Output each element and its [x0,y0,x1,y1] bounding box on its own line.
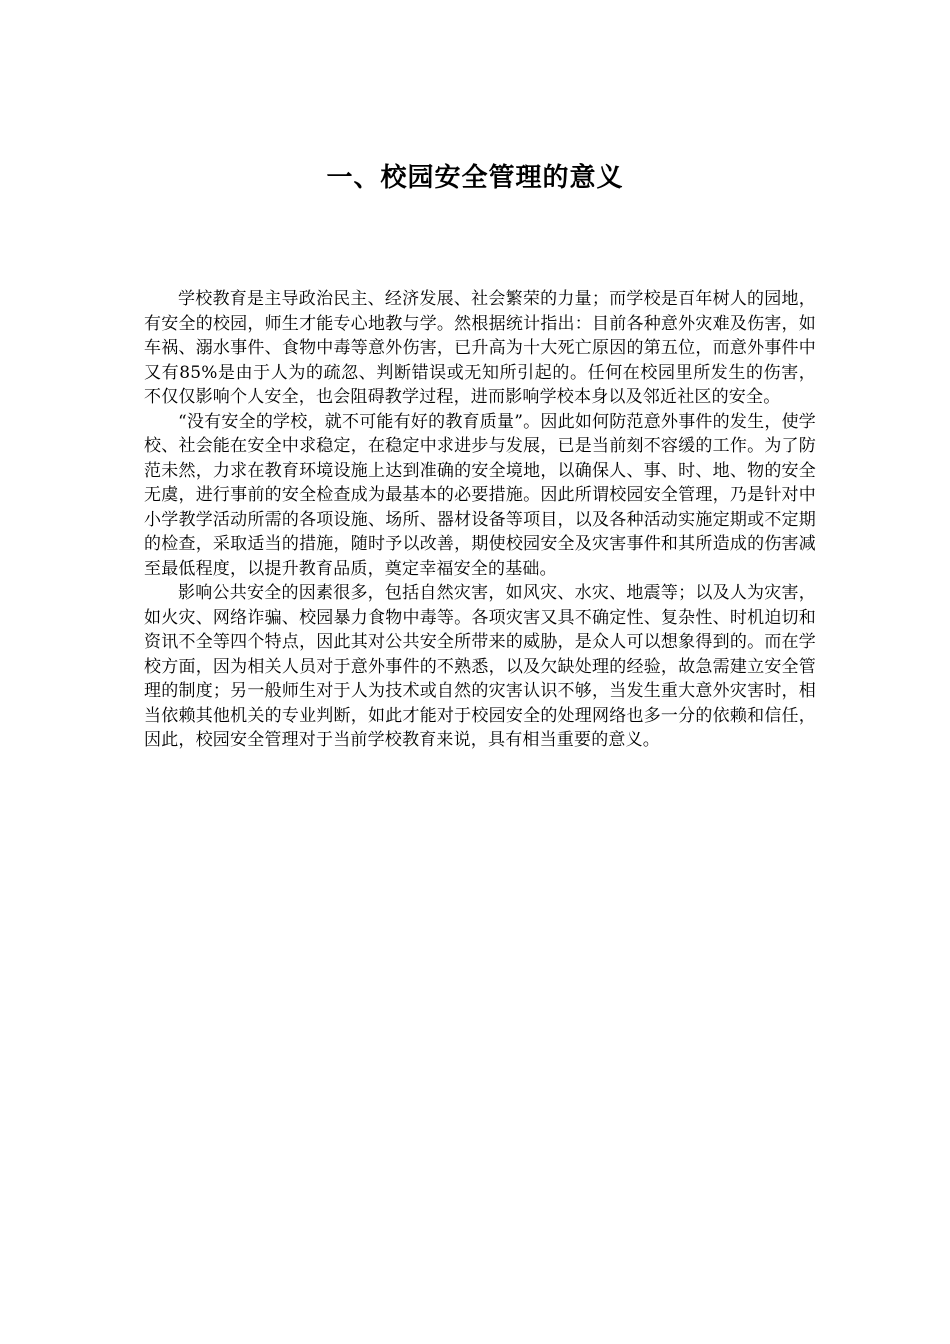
body-text [144,287,816,753]
paragraph-2: “没有安全的学校，就不可能有好的教育质量”。因此如何防范意外事件的发生，使学校、社会能在安全中求稳定，在稳定中求进步与发展，已是当前刻不容缓的工作。为了防范未然，力求在教育环境设施上达到准确的安全境地，以确保人、事、时、地、物的安全无虞，进行事前的安全检查成为最基本的必要措施。因此所谓校园安全管理，乃是针对中小学教学活动所需的各项设施、场所、器材设备等项目，以及各种活动实施定期或不定期的检查，采取适当的措施，随时予以改善，期使校园安全及灾害事件和其所造成的伤害减至最低程度，以提升教育品质，奠定幸福安全的基础。 [144,411,816,579]
paragraph-1: 学校教育是主导政治民主、经济发展、社会繁荣的力量；而学校是百年树人的园地，有安全的校园，师生才能专心地教与学。然根据统计指出：目前各种意外灾难及伤害，如车祸、溺水事件、食物中毒等意外伤害，已升高为十大死亡原因的第五位，而意外事件中又有85%是由于人为的疏忽、判断错误或无知所引起的。任何在校园里所发生的伤害，不仅仅影响个人安全，也会阻碍教学过程，进而影响学校本身以及邻近社区的安全。 [144,289,816,407]
paragraph-3: 影响公共安全的因素很多，包括自然灾害，如风灾、水灾、地震等；以及人为灾害，如火灾、网络诈骗、校园暴力食物中毒等。各项灾害又具不确定性、复杂性、时机迫切和资讯不全等四个特点，因此其对公共安全所带来的威胁，是众人可以想象得到的。而在学校方面，因为相关人员对于意外事件的不熟悉，以及欠缺处理的经验，故急需建立安全管理的制度；另一般师生对于人为技术或自然的灾害认识不够，当发生重大意外灾害时，相当依赖其他机关的专业判断，如此才能对于校园安全的处理网络也多一分的依赖和信任，因此，校园安全管理对于当前学校教育来说，具有相当重要的意义。 [144,583,816,750]
section-title: 一、校园安全管理的意义 [326,163,624,193]
